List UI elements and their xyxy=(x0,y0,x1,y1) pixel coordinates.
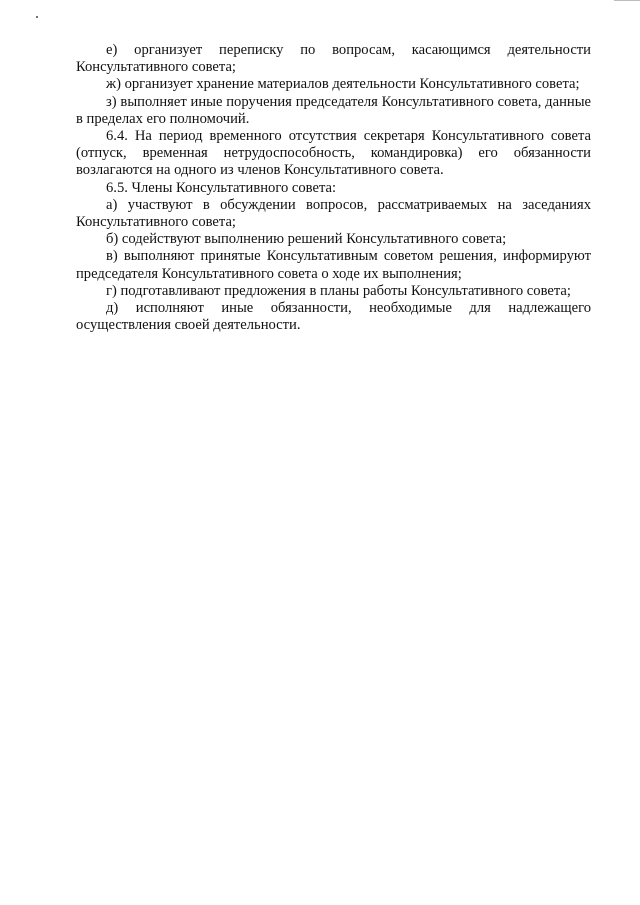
paragraph-zh-storage: ж) организует хранение материалов деятельности Консультативного совета; xyxy=(106,76,580,93)
paragraph-g-proposals: г) подготавливают предложения в планы работы Консультативного совета; xyxy=(106,282,571,299)
paragraph-b-assist: б) содействуют выполнению решений Консультативного совета; xyxy=(106,231,507,248)
paragraph-6-4: 6.4. На период временного отсутствия секретаря Консультативного совета (отпуск, временная нетрудоспособность, командировка) его обязанности возлагаются на одного из членов Консультативного совета. xyxy=(76,128,591,179)
paragraph-v-execute: в) выполняют принятые Консультативным советом решения, информируют председателя Консультативного совета о ходе их выполнения; xyxy=(76,248,591,282)
scan-corner-mark xyxy=(614,0,640,3)
paragraph-e-correspondence: е) организует переписку по вопросам, касающимся деятельности Консультативного совета; xyxy=(76,42,591,76)
document-body xyxy=(76,42,591,334)
paragraph-a-participate: а) участвуют в обсуждении вопросов, рассматриваемых на заседаниях Консультативного совета; xyxy=(76,196,591,231)
paragraph-d-other-duties: д) исполняют иные обязанности, необходимые для надлежащего осуществления своей деятельности. xyxy=(76,300,591,334)
scan-speck xyxy=(36,16,38,18)
paragraph-z-other-orders: з) выполняет иные поручения председателя Консультативного совета, данные в пределах его полномочий. xyxy=(76,93,591,127)
paragraph-6-5-heading: 6.5. Члены Консультативного совета: xyxy=(106,179,337,196)
